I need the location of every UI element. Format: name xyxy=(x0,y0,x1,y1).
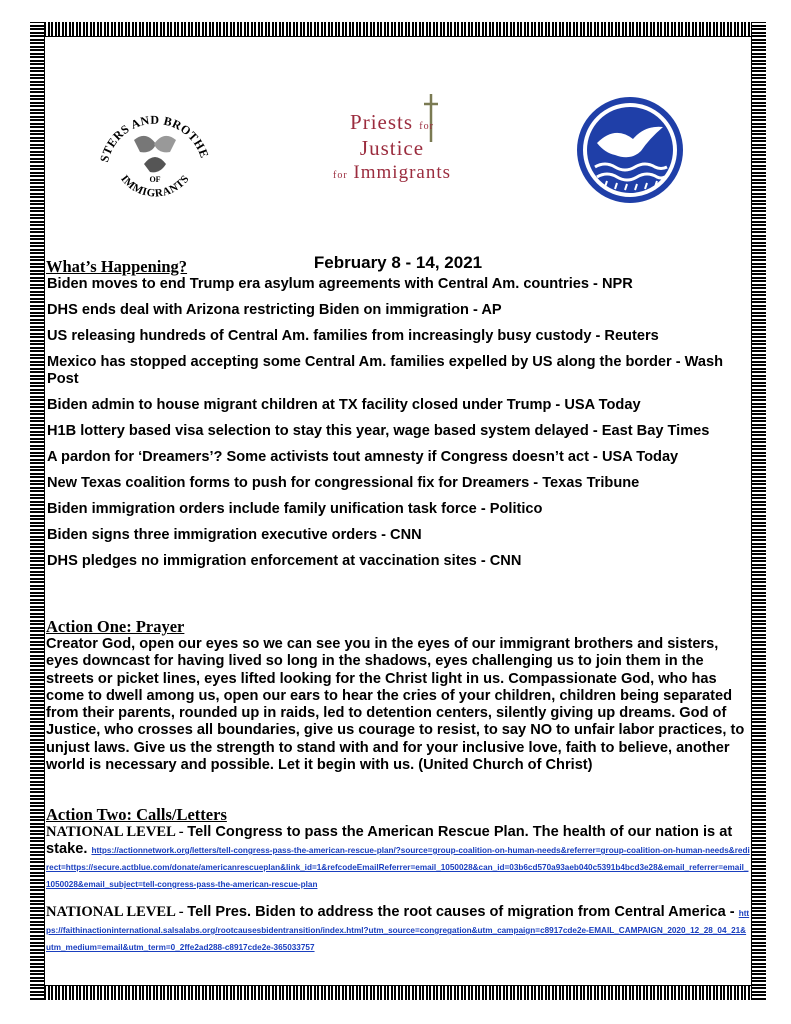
news-item[interactable]: Biden signs three immigration executive orders - CNN xyxy=(47,527,422,543)
news-item[interactable]: DHS ends deal with Arizona restricting Biden on immigration - AP xyxy=(47,302,502,318)
logo-text-of: OF xyxy=(149,175,161,184)
logo-text-top: STERS AND BROTHE xyxy=(97,112,212,164)
whats-happening-section xyxy=(46,258,750,579)
news-item[interactable]: Biden admin to house migrant children at TX facility closed under Trump - USA Today xyxy=(47,397,641,413)
action-two-heading: Action Two: Calls/Letters xyxy=(46,805,227,824)
logo-for-word-2: for xyxy=(332,170,348,181)
logo-immigrants-word: Immigrants xyxy=(353,162,452,183)
call-level-label: NATIONAL LEVEL - xyxy=(46,904,188,920)
prayer-text: Creator God, open our eyes so we can see you in the eyes of our immigrant brothers and sisters, eyes downcast for having lived so long in the shadows, eyes challenging us to join them in the streets or picket lines, eyes lifted looking for the Christ light in us. Compassionate God, who has come to dwell among us, open our ears to hear the cries of your children, children being separated from their parents, rounded up in raids, led to detention centers, silently giving up dreams. God of Justice, who crosses all boundaries, give us courage to resist, to say NO to unfair labor practices, to unjust laws. Give us the strength to stand with and for your inclusive love, faith to believe, another world is necessary and possible. Let it begin with us. (United Church of Christ) xyxy=(46,636,745,774)
news-list xyxy=(46,276,750,570)
border-left xyxy=(30,22,44,1000)
call-item xyxy=(46,824,750,892)
call-link[interactable]: https://faithinactioninternational.salsalabs.org/rootcausesbidentransition/index.html?utm_source=congregation&utm_campaign=c8917cde2e-EMAIL_CAMPAIGN_2020_12_28_04_21&utm_medium=email&utm_term=0_2ffe2ad288-c8917cde2e-365033757 xyxy=(46,909,750,952)
dove-globe-icon xyxy=(575,95,685,205)
call-text: Tell Congress to pass the American Rescue Plan. The health of our nation is at stake. xyxy=(46,824,733,857)
news-item[interactable]: US releasing hundreds of Central Am. families from increasingly busy custody - Reuters xyxy=(47,328,659,344)
call-item xyxy=(46,904,750,955)
action-one-section xyxy=(46,618,750,774)
news-item[interactable]: A pardon for ‘Dreamers’? Some activists tout amnesty if Congress doesn’t act - USA Today xyxy=(47,449,679,465)
logo-text-bottom: IMMIGRANTS xyxy=(118,172,192,200)
priests-for-justice-logo xyxy=(312,92,472,192)
news-item[interactable]: New Texas coalition forms to push for congressional fix for Dreamers - Texas Tribune xyxy=(47,475,640,491)
border-right xyxy=(752,22,766,1000)
news-item[interactable]: Mexico has stopped accepting some Central Am. families expelled by US along the border - Wash Post xyxy=(47,354,724,387)
logo-for-word-1: for xyxy=(419,121,434,132)
whats-happening-heading: What’s Happening? xyxy=(46,257,188,276)
logo-priests-word: Priests xyxy=(350,110,414,134)
action-one-heading: Action One: Prayer xyxy=(46,617,185,636)
logo-justice-word: Justice xyxy=(359,136,425,160)
svg-text:SISTERS AND BROTHERS xyxy=(94,92,212,164)
news-item[interactable]: Biden moves to end Trump era asylum agreements with Central Am. countries - NPR xyxy=(47,276,633,292)
call-link[interactable]: https://actionnetwork.org/letters/tell-congress-pass-the-american-rescue-plan/?source=group-coalition-on-human-needs&referrer=group-coalition-on-human-needs&redirect=https://secure.actblue.com/donate/americanrescueplan&link_id=1&refcodeEmailReferrer=email_1050028&can_id=03b6cd570a93aeb040c5391b4bcd3e28&email_referrer=email_1050028&email_subject=tell-congress-pass-the-american-rescue-plan xyxy=(46,846,750,889)
news-item[interactable]: Biden immigration orders include family unification task force - Politico xyxy=(47,501,543,517)
call-text: Tell Pres. Biden to address the root causes of migration from Central America - xyxy=(187,904,739,920)
call-level-label: NATIONAL LEVEL - xyxy=(46,824,188,840)
action-two-section xyxy=(46,806,750,955)
border-bottom xyxy=(30,986,766,1000)
date-range: February 8 - 14, 2021 xyxy=(313,253,483,272)
border-top xyxy=(30,22,766,36)
sisters-brothers-logo xyxy=(94,92,216,208)
news-item[interactable]: DHS pledges no immigration enforcement at vaccination sites - CNN xyxy=(47,553,522,569)
news-item[interactable]: H1B lottery based visa selection to stay this year, wage based system delayed - East Bay Times xyxy=(47,423,710,439)
